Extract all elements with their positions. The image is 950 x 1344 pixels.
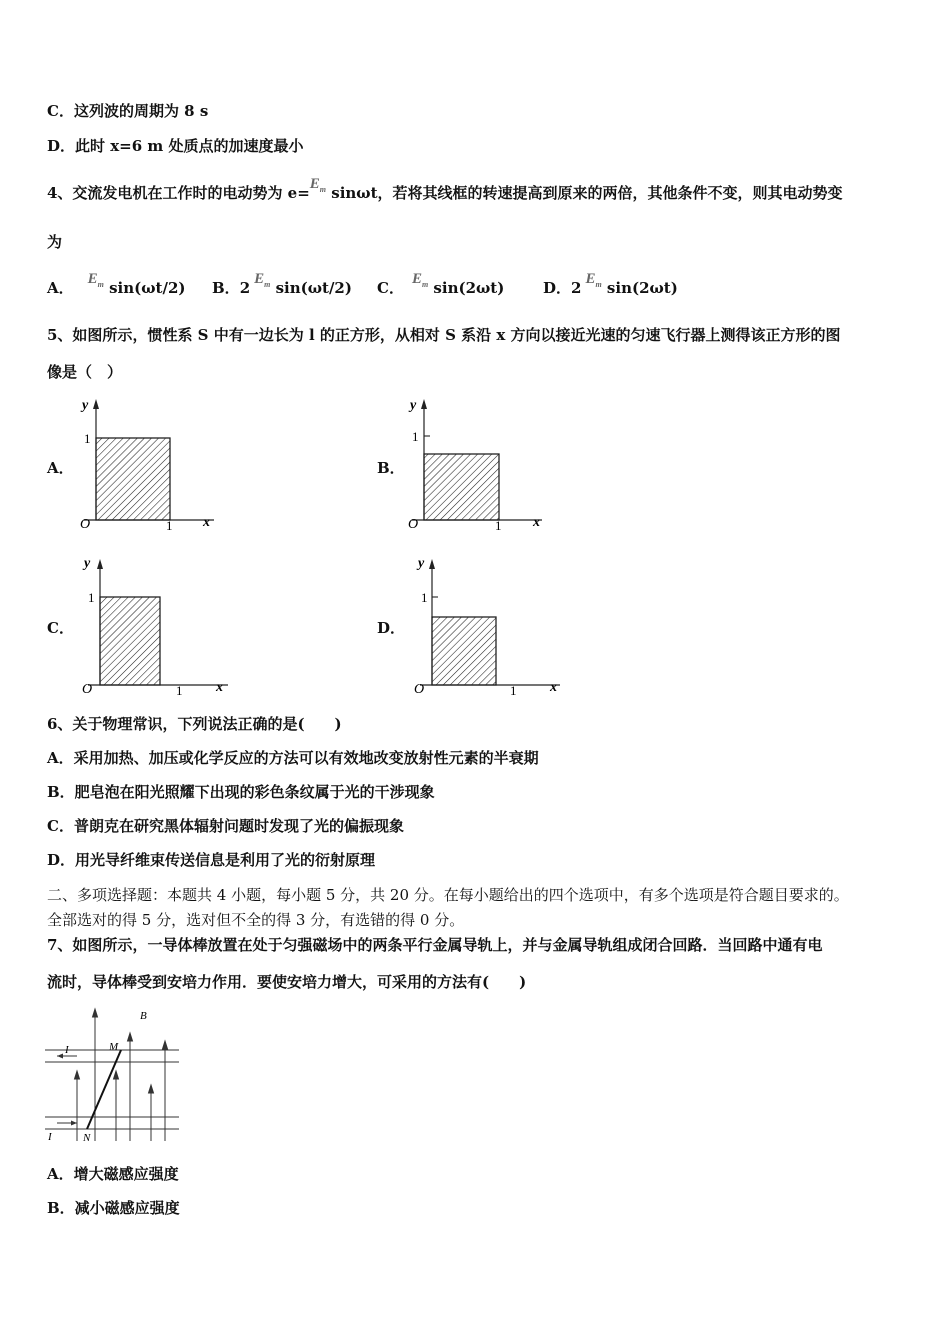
hatched-rectangle bbox=[424, 454, 499, 520]
x-label: x bbox=[533, 515, 540, 530]
x-label: x bbox=[550, 680, 557, 695]
tick-1-y: 1 bbox=[88, 590, 95, 605]
origin-label: O bbox=[82, 682, 93, 697]
tick-1-x: 1 bbox=[166, 518, 173, 533]
em-symbol: $E_m$ bbox=[309, 176, 327, 194]
y-label: y bbox=[410, 398, 417, 413]
q4-option-a: A． $E_m$ sin(ωt/2) bbox=[47, 271, 186, 297]
q4-stem-text-2: sinωt，若将其线框的转速提高到原来的两倍，其他条件不变，则其电动势变 bbox=[326, 184, 843, 202]
current-arrowhead-bottom bbox=[71, 1121, 77, 1126]
q7-stem-end: 流时，导体棒受到安培力作用．要使安培力增大，可采用的方法有( ) bbox=[47, 973, 527, 991]
q6-option-a: A．采用加热、加压或化学反应的方法可以有效地改变放射性元素的半衰期 bbox=[47, 749, 539, 767]
q4-stem bbox=[47, 176, 843, 210]
q5-stem: 5、如图所示，惯性系 S 中有一边长为 l 的正方形，从相对 S 系沿 x 方向以接近光速的匀速飞行器上测得该正方形的图 bbox=[47, 326, 841, 344]
current-arrowhead-top bbox=[57, 1054, 63, 1059]
q7-option-a: A．增大磁感应强度 bbox=[47, 1165, 179, 1183]
section-2-instructions: 二、多项选择题：本题共 4 小题，每小题 5 分，共 20 分。在每小题给出的四个选项中，有多个选项是符合题目要求的。 bbox=[47, 886, 849, 904]
label-n: N bbox=[83, 1132, 91, 1144]
origin-label: O bbox=[80, 517, 91, 532]
y-axis-arrow bbox=[97, 559, 103, 569]
q5-option-d-label: D． bbox=[377, 619, 406, 637]
q7-option-b: B．减小磁感应强度 bbox=[47, 1199, 180, 1217]
q7-rail-diagram bbox=[43, 1003, 183, 1145]
section-2-scoring: 全部选对的得 5 分，选对但不全的得 3 分，有选错的得 0 分。 bbox=[47, 911, 465, 929]
label-i-bottom: I bbox=[48, 1131, 52, 1143]
y-label: y bbox=[82, 398, 89, 413]
tick-1-y: 1 bbox=[412, 429, 419, 444]
q4-option-d: D．2 $E_m$ sin(2ωt) bbox=[543, 271, 678, 297]
q4-stem-end: 为 bbox=[47, 233, 63, 251]
x-label: x bbox=[216, 680, 223, 695]
label-i-top: I bbox=[65, 1044, 69, 1056]
y-axis-arrow bbox=[421, 399, 427, 409]
y-label: y bbox=[418, 556, 425, 571]
x-label: x bbox=[203, 515, 210, 530]
origin-label: O bbox=[414, 682, 425, 697]
q5-option-b-label: B． bbox=[377, 459, 405, 477]
origin-label: O bbox=[408, 517, 419, 532]
q3-option-d: D．此时 x=6 m 处质点的加速度最小 bbox=[47, 137, 304, 155]
tick-1-x: 1 bbox=[510, 683, 517, 698]
y-axis-arrow bbox=[93, 399, 99, 409]
q4-option-c: C． $E_m$ sin(2ωt) bbox=[377, 271, 505, 297]
q4-option-b: B．2 $E_m$ sin(ωt/2) bbox=[212, 271, 352, 297]
magnetic-field-arrows bbox=[75, 1009, 168, 1141]
q7-stem: 7、如图所示，一导体棒放置在处于匀强磁场中的两条平行金属导轨上，并与金属导轨组成闭合回路．当回路中通有电 bbox=[47, 936, 823, 954]
q6-option-d: D．用光导纤维束传送信息是利用了光的衍射原理 bbox=[47, 851, 376, 869]
tick-1-x: 1 bbox=[176, 683, 183, 698]
q3-option-c: C．这列波的周期为 8 s bbox=[47, 102, 209, 120]
hatched-square bbox=[96, 438, 170, 520]
q5-graph-a bbox=[74, 395, 224, 535]
q5-graph-b bbox=[402, 395, 552, 535]
q6-stem: 6、关于物理常识，下列说法正确的是( ) bbox=[47, 715, 342, 733]
q4-stem-text: 4、交流发电机在工作时的电动势为 e= bbox=[47, 184, 310, 202]
q6-option-c: C．普朗克在研究黑体辐射问题时发现了光的偏振现象 bbox=[47, 817, 404, 835]
q5-option-c-label: C． bbox=[47, 619, 74, 637]
q5-graph-d bbox=[410, 555, 570, 700]
q6-option-b: B．肥皂泡在阳光照耀下出现的彩色条纹属于光的干涉现象 bbox=[47, 783, 435, 801]
y-axis-arrow bbox=[429, 559, 435, 569]
hatched-rectangle bbox=[432, 617, 496, 685]
label-b: B bbox=[140, 1010, 147, 1022]
hatched-rectangle bbox=[100, 597, 160, 685]
y-label: y bbox=[84, 556, 91, 571]
label-m: M bbox=[109, 1041, 119, 1053]
q5-graph-c bbox=[78, 555, 238, 700]
tick-1-x: 1 bbox=[495, 518, 502, 533]
tick-1-y: 1 bbox=[84, 431, 91, 446]
q5-option-a-label: A． bbox=[47, 459, 74, 477]
q5-stem-end: 像是（ ） bbox=[47, 363, 123, 381]
tick-1-y: 1 bbox=[421, 590, 428, 605]
